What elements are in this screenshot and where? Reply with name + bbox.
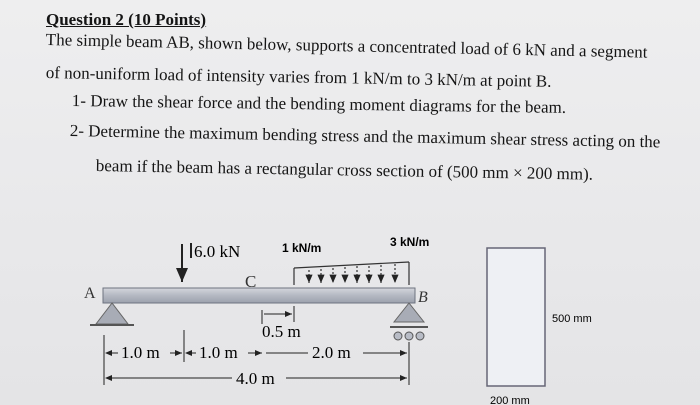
- problem-text-line-1: The simple beam AB, shown below, supports a concentrated load of 6 kN and a segment: [45, 30, 648, 62]
- task-item-2-continued: beam if the beam has a rectangular cross section of (500 mm × 200 mm).: [95, 156, 594, 184]
- label-b: B: [418, 289, 428, 306]
- roller-support-b: [390, 303, 428, 340]
- label-c: C: [245, 272, 257, 291]
- beam: [103, 288, 415, 303]
- dim-label-1m-first: 1.0 m: [121, 343, 160, 362]
- load-end-intensity: 3 kN/m: [390, 235, 430, 249]
- load-start-intensity: 1 kN/m: [282, 241, 322, 255]
- dim-label-2m: 2.0 m: [312, 343, 351, 362]
- section-height-label: 500 mm: [552, 313, 592, 325]
- problem-text-line-2: of non-uniform load of intensity varies from 1 kN/m to 3 kN/m at point B.: [45, 63, 552, 91]
- question-title: Question 2 (10 Points): [46, 10, 207, 29]
- cross-section: [487, 248, 545, 386]
- label-a: A: [84, 285, 96, 302]
- dim-label-1m-second: 1.0 m: [199, 343, 238, 362]
- dim-label-4m: 4.0 m: [236, 369, 275, 388]
- section-width-label: 200 mm: [490, 395, 530, 405]
- dim-label-05m: 0.5 m: [262, 322, 301, 341]
- pin-support-a: [90, 303, 134, 325]
- point-load-label: 6.0 kN: [194, 242, 241, 261]
- point-load-arrow: [182, 243, 191, 282]
- task-item-1: 1- Draw the shear force and the bending moment diagrams for the beam.: [71, 91, 567, 117]
- distributed-load: [294, 262, 409, 285]
- task-item-2: 2- Determine the maximum bending stress and the maximum shear stress acting on the: [69, 121, 661, 152]
